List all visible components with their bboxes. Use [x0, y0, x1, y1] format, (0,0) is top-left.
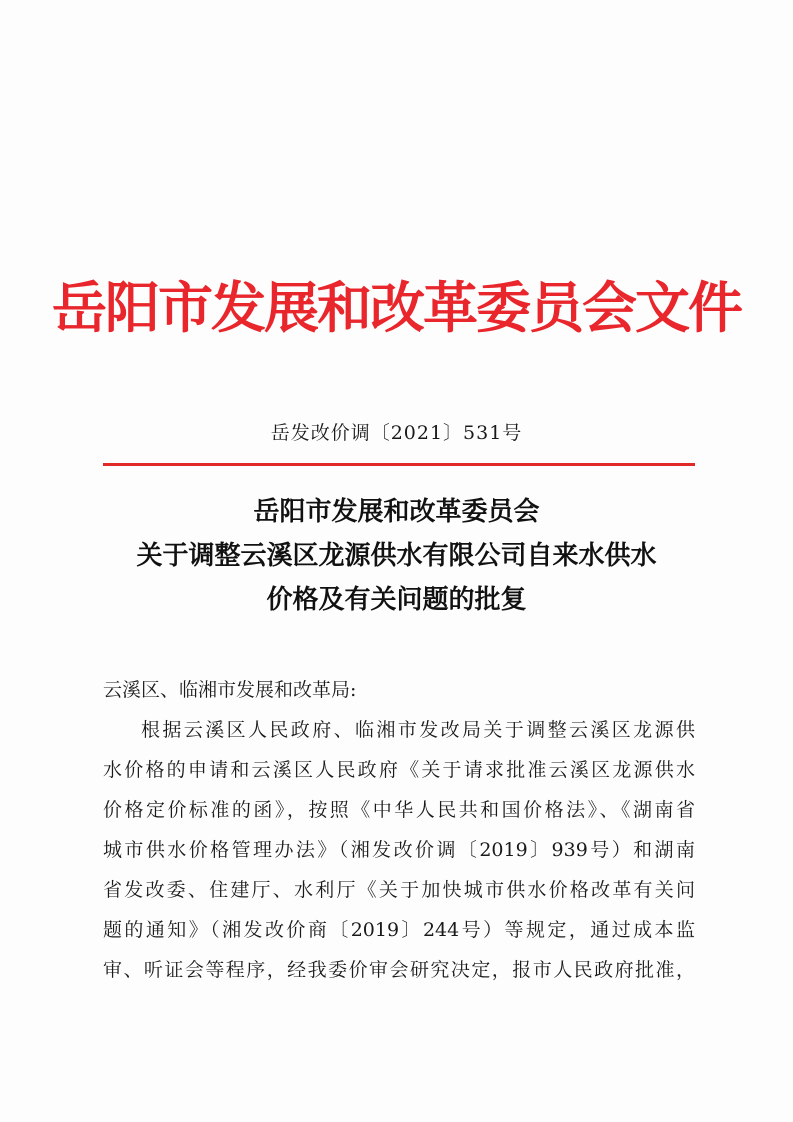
document-body	[103, 670, 695, 990]
paragraph-line: 水价格的申请和云溪区人民政府《关于请求批准云溪区龙源供水	[103, 759, 695, 781]
title-line-1: 岳阳市发展和改革委员会	[253, 497, 540, 527]
addressee: 云溪区、临湘市发展和改革局:	[103, 679, 357, 701]
document-number: 岳发改价调〔2021〕531号	[270, 422, 523, 444]
paragraph-line: 省发改委、住建厅、水利厅《关于加快城市供水价格改革有关问	[103, 879, 695, 901]
paragraph-line: 价格定价标准的函》，按照《中华人民共和国价格法》、《湖南省	[103, 799, 695, 821]
title-line-3: 价格及有关问题的批复	[266, 585, 527, 615]
paragraph-line: 根据云溪区人民政府、临湘市发改局关于调整云溪区龙源供	[141, 719, 695, 741]
title-line-2: 关于调整云溪区龙源供水有限公司自来水供水	[136, 541, 657, 571]
paragraph-line: 城市供水价格管理办法》（湘发改价调〔2019〕939号）和湖南	[103, 839, 695, 861]
issuing-organization-header: 岳阳市发展和改革委员会文件	[51, 275, 741, 340]
document-title	[0, 490, 793, 622]
paragraph-line: 题的通知》（湘发改价商〔2019〕244号）等规定，通过成本监	[103, 919, 695, 941]
paragraph-line: 审、听证会等程序，经我委价审会研究决定，报市人民政府批准，	[103, 959, 695, 981]
header-divider-line	[103, 463, 695, 466]
